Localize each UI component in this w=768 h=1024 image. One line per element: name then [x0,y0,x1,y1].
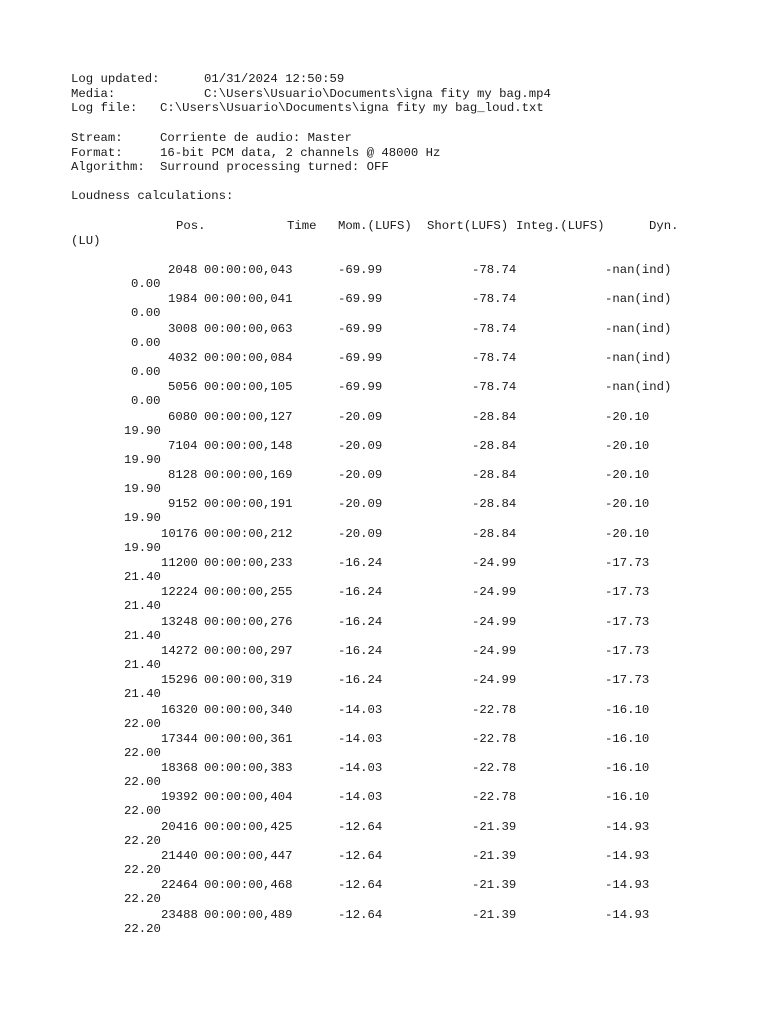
col-header-integ: Integ.(LUFS) [516,219,605,233]
row-mom: -69.99 [338,263,383,277]
row-integ: -20.10 [605,439,650,453]
row-short: -28.84 [472,439,517,453]
row-mom: -16.24 [338,644,383,658]
log-updated-value: 01/31/2024 12:50:59 [204,72,345,86]
row-mom: -12.64 [338,849,383,863]
row-integ: -16.10 [605,732,650,746]
row-pos: 4032 [168,351,198,365]
row-time: 00:00:00,297 [204,644,293,658]
row-integ: -nan(ind) [605,322,672,336]
row-pos: 23488 [161,908,198,922]
row-dyn: 22.20 [124,863,161,877]
row-short: -24.99 [472,615,517,629]
row-integ: -16.10 [605,761,650,775]
row-short: -24.99 [472,585,517,599]
row-pos: 7104 [168,439,198,453]
row-dyn: 21.40 [124,658,161,672]
row-integ: -14.93 [605,849,650,863]
row-dyn: 19.90 [124,511,161,525]
row-time: 00:00:00,212 [204,527,293,541]
row-integ: -nan(ind) [605,263,672,277]
row-time: 00:00:00,319 [204,673,293,687]
row-pos: 2048 [168,263,198,277]
row-time: 00:00:00,425 [204,820,293,834]
media-value: C:\Users\Usuario\Documents\igna fity my bag.mp4 [204,87,551,101]
row-pos: 9152 [168,497,198,511]
row-pos: 10176 [161,527,198,541]
row-dyn: 19.90 [124,482,161,496]
row-integ: -16.10 [605,790,650,804]
row-mom: -20.09 [338,468,383,482]
row-short: -21.39 [472,878,517,892]
row-mom: -69.99 [338,380,383,394]
stream-value: Corriente de audio: Master [160,131,352,145]
row-time: 00:00:00,063 [204,322,293,336]
row-mom: -69.99 [338,322,383,336]
row-time: 00:00:00,468 [204,878,293,892]
row-short: -78.74 [472,351,517,365]
log-file-value: C:\Users\Usuario\Documents\igna fity my bag_loud.txt [160,101,544,115]
log-updated-label: Log updated: [71,72,160,86]
row-dyn: 22.00 [124,746,161,760]
row-time: 00:00:00,383 [204,761,293,775]
row-time: 00:00:00,340 [204,703,293,717]
row-short: -22.78 [472,761,517,775]
row-time: 00:00:00,191 [204,497,293,511]
row-integ: -nan(ind) [605,292,672,306]
row-dyn: 21.40 [124,687,161,701]
row-integ: -17.73 [605,673,650,687]
row-integ: -17.73 [605,556,650,570]
row-short: -22.78 [472,703,517,717]
row-mom: -12.64 [338,820,383,834]
row-dyn: 22.20 [124,922,161,936]
row-integ: -16.10 [605,703,650,717]
row-time: 00:00:00,084 [204,351,293,365]
row-short: -21.39 [472,849,517,863]
row-pos: 11200 [161,556,198,570]
row-dyn: 0.00 [131,277,161,291]
row-pos: 3008 [168,322,198,336]
row-short: -28.84 [472,497,517,511]
row-mom: -14.03 [338,732,383,746]
row-pos: 16320 [161,703,198,717]
row-mom: -20.09 [338,439,383,453]
row-short: -22.78 [472,732,517,746]
row-time: 00:00:00,489 [204,908,293,922]
row-pos: 8128 [168,468,198,482]
row-integ: -14.93 [605,820,650,834]
row-short: -22.78 [472,790,517,804]
row-pos: 5056 [168,380,198,394]
row-pos: 18368 [161,761,198,775]
row-mom: -20.09 [338,497,383,511]
row-mom: -14.03 [338,761,383,775]
row-time: 00:00:00,105 [204,380,293,394]
row-mom: -14.03 [338,790,383,804]
row-pos: 17344 [161,732,198,746]
row-integ: -20.10 [605,497,650,511]
row-short: -28.84 [472,468,517,482]
row-short: -78.74 [472,263,517,277]
algorithm-value: Surround processing turned: OFF [160,160,389,174]
row-integ: -nan(ind) [605,380,672,394]
row-time: 00:00:00,148 [204,439,293,453]
algorithm-label: Algorithm: [71,160,145,174]
row-short: -28.84 [472,527,517,541]
row-mom: -69.99 [338,351,383,365]
row-time: 00:00:00,276 [204,615,293,629]
row-time: 00:00:00,404 [204,790,293,804]
row-mom: -16.24 [338,585,383,599]
log-file-label: Log file: [71,101,138,115]
col-header-time: Time [287,219,317,233]
row-pos: 14272 [161,644,198,658]
row-dyn: 0.00 [131,306,161,320]
col-header-dyn-unit: (LU) [71,234,101,248]
row-integ: -20.10 [605,527,650,541]
row-pos: 13248 [161,615,198,629]
col-header-mom: Mom.(LUFS) [338,219,412,233]
row-integ: -14.93 [605,908,650,922]
row-mom: -16.24 [338,615,383,629]
row-mom: -16.24 [338,673,383,687]
row-short: -78.74 [472,322,517,336]
row-short: -28.84 [472,410,517,424]
row-time: 00:00:00,041 [204,292,293,306]
row-dyn: 0.00 [131,336,161,350]
row-short: -21.39 [472,820,517,834]
col-header-pos: Pos. [176,219,206,233]
row-pos: 19392 [161,790,198,804]
row-pos: 22464 [161,878,198,892]
row-mom: -12.64 [338,878,383,892]
row-dyn: 21.40 [124,629,161,643]
row-dyn: 0.00 [131,365,161,379]
row-pos: 1984 [168,292,198,306]
row-integ: -nan(ind) [605,351,672,365]
row-integ: -17.73 [605,644,650,658]
row-short: -24.99 [472,556,517,570]
row-time: 00:00:00,127 [204,410,293,424]
row-dyn: 22.20 [124,892,161,906]
row-short: -21.39 [472,908,517,922]
row-mom: -12.64 [338,908,383,922]
row-time: 00:00:00,447 [204,849,293,863]
row-short: -78.74 [472,380,517,394]
row-pos: 12224 [161,585,198,599]
row-integ: -17.73 [605,615,650,629]
row-mom: -20.09 [338,527,383,541]
row-integ: -14.93 [605,878,650,892]
row-time: 00:00:00,169 [204,468,293,482]
row-dyn: 21.40 [124,599,161,613]
format-label: Format: [71,146,123,160]
row-dyn: 22.00 [124,775,161,789]
row-integ: -20.10 [605,410,650,424]
row-mom: -69.99 [338,292,383,306]
row-mom: -20.09 [338,410,383,424]
row-dyn: 0.00 [131,394,161,408]
row-time: 00:00:00,043 [204,263,293,277]
row-short: -78.74 [472,292,517,306]
row-dyn: 21.40 [124,570,161,584]
row-dyn: 22.00 [124,717,161,731]
format-value: 16-bit PCM data, 2 channels @ 48000 Hz [160,146,441,160]
row-dyn: 19.90 [124,424,161,438]
row-pos: 20416 [161,820,198,834]
row-pos: 15296 [161,673,198,687]
row-short: -24.99 [472,673,517,687]
row-time: 00:00:00,255 [204,585,293,599]
row-short: -24.99 [472,644,517,658]
row-integ: -20.10 [605,468,650,482]
stream-label: Stream: [71,131,123,145]
row-pos: 21440 [161,849,198,863]
loudness-heading: Loudness calculations: [71,189,234,203]
row-pos: 6080 [168,410,198,424]
row-integ: -17.73 [605,585,650,599]
row-dyn: 19.90 [124,541,161,555]
row-time: 00:00:00,233 [204,556,293,570]
row-dyn: 19.90 [124,453,161,467]
col-header-short: Short(LUFS) [427,219,509,233]
row-time: 00:00:00,361 [204,732,293,746]
media-label: Media: [71,87,116,101]
row-dyn: 22.00 [124,804,161,818]
row-mom: -14.03 [338,703,383,717]
col-header-dyn: Dyn. [649,219,679,233]
row-dyn: 22.20 [124,834,161,848]
row-mom: -16.24 [338,556,383,570]
